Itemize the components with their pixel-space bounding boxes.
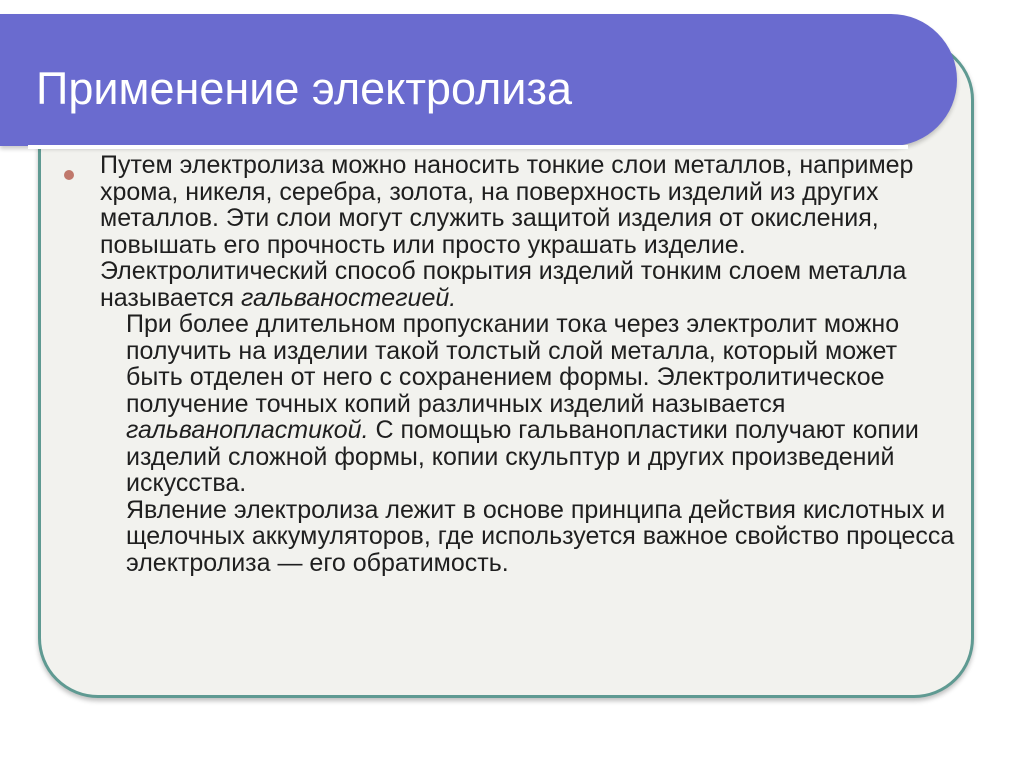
paragraph-3 — [100, 497, 960, 577]
term-galvanostegy: гальваностегией. — [241, 283, 457, 312]
paragraph-1-text: Путем электролиза можно наносить тонкие слои металлов, например хрома, никеля, серебра, золота, на поверхность изделий из других металлов. Эти слои могут служить защитой изделия от окисления, повышать его прочность или просто украшать изделие. Электролитический способ покрытия изделий тонким слоем металла называется — [100, 151, 914, 312]
title-bar — [0, 14, 957, 146]
paragraph-2-text: При более длительном пропускании тока через электролит можно получить на изделии такой толстый слой металла, который может быть отделен от него с сохранением формы. Электролитическое получение точных копий различных изделий называется — [126, 310, 900, 418]
paragraph-2 — [100, 311, 960, 497]
paragraph-2-tail: С помощью гальванопластики получают копии изделий сложной формы, копии скульптур и других произведений искусства. — [126, 416, 919, 497]
paragraph-3-text: Явление электролиза лежит в основе принципа действия кислотных и щелочных аккумуляторов, где используется важное свойство процесса электролиза — его обратимость. — [126, 495, 955, 577]
bullet-icon — [64, 170, 74, 180]
term-galvanoplasty: гальванопластикой. — [126, 416, 369, 444]
paragraph-1 — [100, 152, 960, 311]
title-underline — [28, 145, 908, 149]
slide-title: Применение электролиза — [36, 63, 573, 114]
bullet-text — [100, 152, 960, 576]
